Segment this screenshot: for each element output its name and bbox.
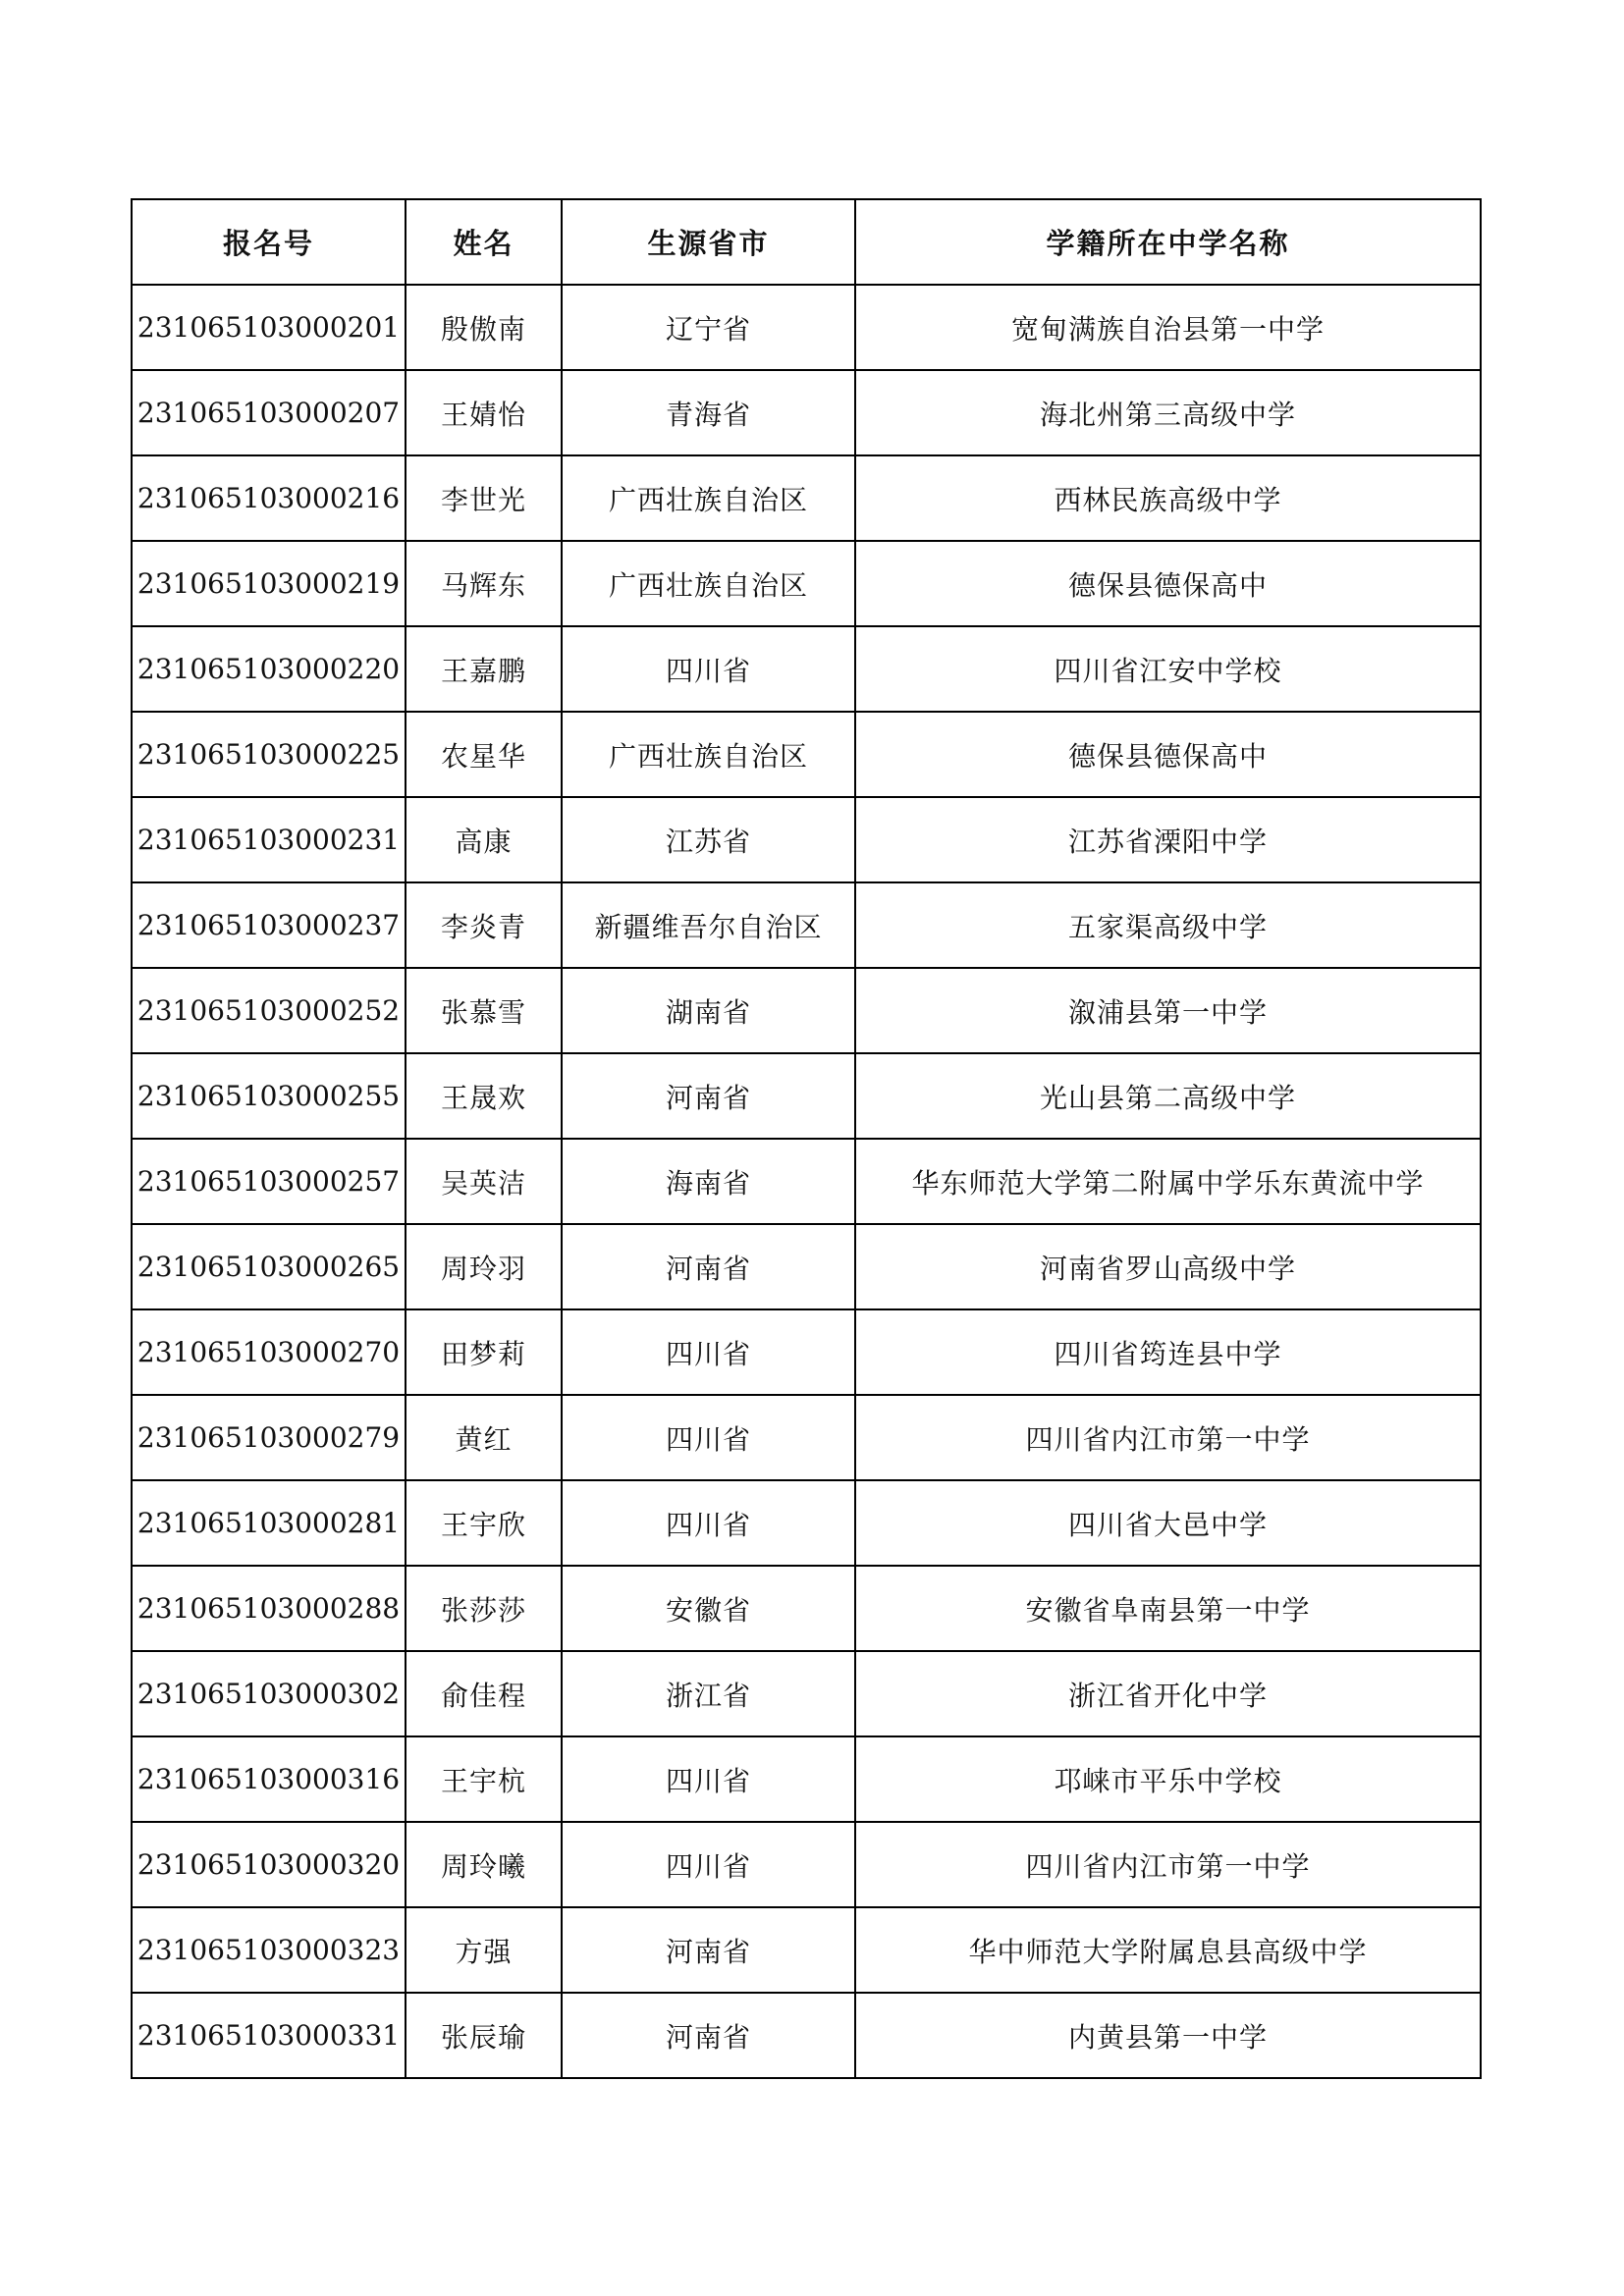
cell-high-school: 五家渠高级中学 (855, 882, 1481, 968)
cell-origin-province: 河南省 (562, 1993, 855, 2078)
table-row (132, 1993, 1481, 2078)
table-row (132, 1224, 1481, 1309)
cell-origin-province: 四川省 (562, 626, 855, 712)
cell-high-school: 安徽省阜南县第一中学 (855, 1566, 1481, 1651)
table-row (132, 541, 1481, 626)
table-row (132, 1139, 1481, 1224)
cell-name: 吴英洁 (406, 1139, 562, 1224)
table-row (132, 968, 1481, 1053)
cell-high-school: 光山县第二高级中学 (855, 1053, 1481, 1139)
cell-origin-province: 新疆维吾尔自治区 (562, 882, 855, 968)
cell-name: 周玲曦 (406, 1822, 562, 1907)
cell-registration-number: 231065103000220 (132, 626, 406, 712)
cell-origin-province: 湖南省 (562, 968, 855, 1053)
table-body (132, 285, 1481, 2078)
header-registration-number: 报名号 (132, 199, 406, 285)
cell-registration-number: 231065103000219 (132, 541, 406, 626)
cell-origin-province: 安徽省 (562, 1566, 855, 1651)
cell-registration-number: 231065103000288 (132, 1566, 406, 1651)
table-row (132, 1736, 1481, 1822)
cell-name: 王宇杭 (406, 1736, 562, 1822)
cell-origin-province: 辽宁省 (562, 285, 855, 370)
table-row (132, 1566, 1481, 1651)
table-row (132, 455, 1481, 541)
cell-high-school: 德保县德保高中 (855, 712, 1481, 797)
cell-name: 张辰瑜 (406, 1993, 562, 2078)
cell-name: 黄红 (406, 1395, 562, 1480)
cell-name: 马辉东 (406, 541, 562, 626)
header-high-school: 学籍所在中学名称 (855, 199, 1481, 285)
cell-high-school: 浙江省开化中学 (855, 1651, 1481, 1736)
cell-high-school: 华东师范大学第二附属中学乐东黄流中学 (855, 1139, 1481, 1224)
cell-name: 李世光 (406, 455, 562, 541)
cell-high-school: 四川省江安中学校 (855, 626, 1481, 712)
cell-origin-province: 江苏省 (562, 797, 855, 882)
cell-name: 俞佳程 (406, 1651, 562, 1736)
table-header-row (132, 199, 1481, 285)
cell-origin-province: 四川省 (562, 1736, 855, 1822)
cell-registration-number: 231065103000257 (132, 1139, 406, 1224)
table-row (132, 882, 1481, 968)
cell-name: 张慕雪 (406, 968, 562, 1053)
cell-high-school: 四川省筠连县中学 (855, 1309, 1481, 1395)
cell-origin-province: 河南省 (562, 1907, 855, 1993)
cell-registration-number: 231065103000279 (132, 1395, 406, 1480)
table-row (132, 1395, 1481, 1480)
cell-name: 王婧怡 (406, 370, 562, 455)
table-row (132, 1907, 1481, 1993)
cell-origin-province: 河南省 (562, 1053, 855, 1139)
cell-high-school: 河南省罗山高级中学 (855, 1224, 1481, 1309)
cell-registration-number: 231065103000237 (132, 882, 406, 968)
cell-registration-number: 231065103000281 (132, 1480, 406, 1566)
cell-origin-province: 广西壮族自治区 (562, 455, 855, 541)
table-row (132, 1822, 1481, 1907)
table-row (132, 1309, 1481, 1395)
cell-origin-province: 海南省 (562, 1139, 855, 1224)
cell-origin-province: 四川省 (562, 1309, 855, 1395)
cell-origin-province: 河南省 (562, 1224, 855, 1309)
table-row (132, 626, 1481, 712)
cell-registration-number: 231065103000265 (132, 1224, 406, 1309)
cell-high-school: 宽甸满族自治县第一中学 (855, 285, 1481, 370)
cell-high-school: 海北州第三高级中学 (855, 370, 1481, 455)
cell-origin-province: 广西壮族自治区 (562, 541, 855, 626)
cell-name: 高康 (406, 797, 562, 882)
cell-name: 田梦莉 (406, 1309, 562, 1395)
cell-registration-number: 231065103000323 (132, 1907, 406, 1993)
cell-name: 农星华 (406, 712, 562, 797)
cell-registration-number: 231065103000201 (132, 285, 406, 370)
cell-name: 周玲羽 (406, 1224, 562, 1309)
cell-high-school: 邛崃市平乐中学校 (855, 1736, 1481, 1822)
table-row (132, 285, 1481, 370)
cell-origin-province: 四川省 (562, 1395, 855, 1480)
cell-registration-number: 231065103000302 (132, 1651, 406, 1736)
cell-high-school: 四川省内江市第一中学 (855, 1822, 1481, 1907)
cell-high-school: 西林民族高级中学 (855, 455, 1481, 541)
cell-high-school: 内黄县第一中学 (855, 1993, 1481, 2078)
cell-high-school: 华中师范大学附属息县高级中学 (855, 1907, 1481, 1993)
cell-high-school: 溆浦县第一中学 (855, 968, 1481, 1053)
table-row (132, 1651, 1481, 1736)
cell-registration-number: 231065103000331 (132, 1993, 406, 2078)
cell-origin-province: 四川省 (562, 1480, 855, 1566)
admission-roster-table (131, 198, 1482, 2079)
cell-name: 王宇欣 (406, 1480, 562, 1566)
cell-high-school: 四川省内江市第一中学 (855, 1395, 1481, 1480)
cell-high-school: 四川省大邑中学 (855, 1480, 1481, 1566)
cell-high-school: 德保县德保高中 (855, 541, 1481, 626)
cell-registration-number: 231065103000252 (132, 968, 406, 1053)
cell-registration-number: 231065103000320 (132, 1822, 406, 1907)
table-row (132, 797, 1481, 882)
table-row (132, 1053, 1481, 1139)
table-row (132, 712, 1481, 797)
cell-origin-province: 广西壮族自治区 (562, 712, 855, 797)
cell-registration-number: 231065103000207 (132, 370, 406, 455)
cell-high-school: 江苏省溧阳中学 (855, 797, 1481, 882)
header-name: 姓名 (406, 199, 562, 285)
table-row (132, 1480, 1481, 1566)
cell-registration-number: 231065103000316 (132, 1736, 406, 1822)
cell-name: 王嘉鹏 (406, 626, 562, 712)
cell-registration-number: 231065103000255 (132, 1053, 406, 1139)
cell-name: 王晟欢 (406, 1053, 562, 1139)
cell-registration-number: 231065103000216 (132, 455, 406, 541)
cell-name: 方强 (406, 1907, 562, 1993)
cell-origin-province: 四川省 (562, 1822, 855, 1907)
header-origin-province: 生源省市 (562, 199, 855, 285)
cell-registration-number: 231065103000225 (132, 712, 406, 797)
cell-origin-province: 青海省 (562, 370, 855, 455)
cell-name: 张莎莎 (406, 1566, 562, 1651)
cell-name: 殷傲南 (406, 285, 562, 370)
cell-registration-number: 231065103000270 (132, 1309, 406, 1395)
table-row (132, 370, 1481, 455)
cell-name: 李炎青 (406, 882, 562, 968)
cell-origin-province: 浙江省 (562, 1651, 855, 1736)
cell-registration-number: 231065103000231 (132, 797, 406, 882)
